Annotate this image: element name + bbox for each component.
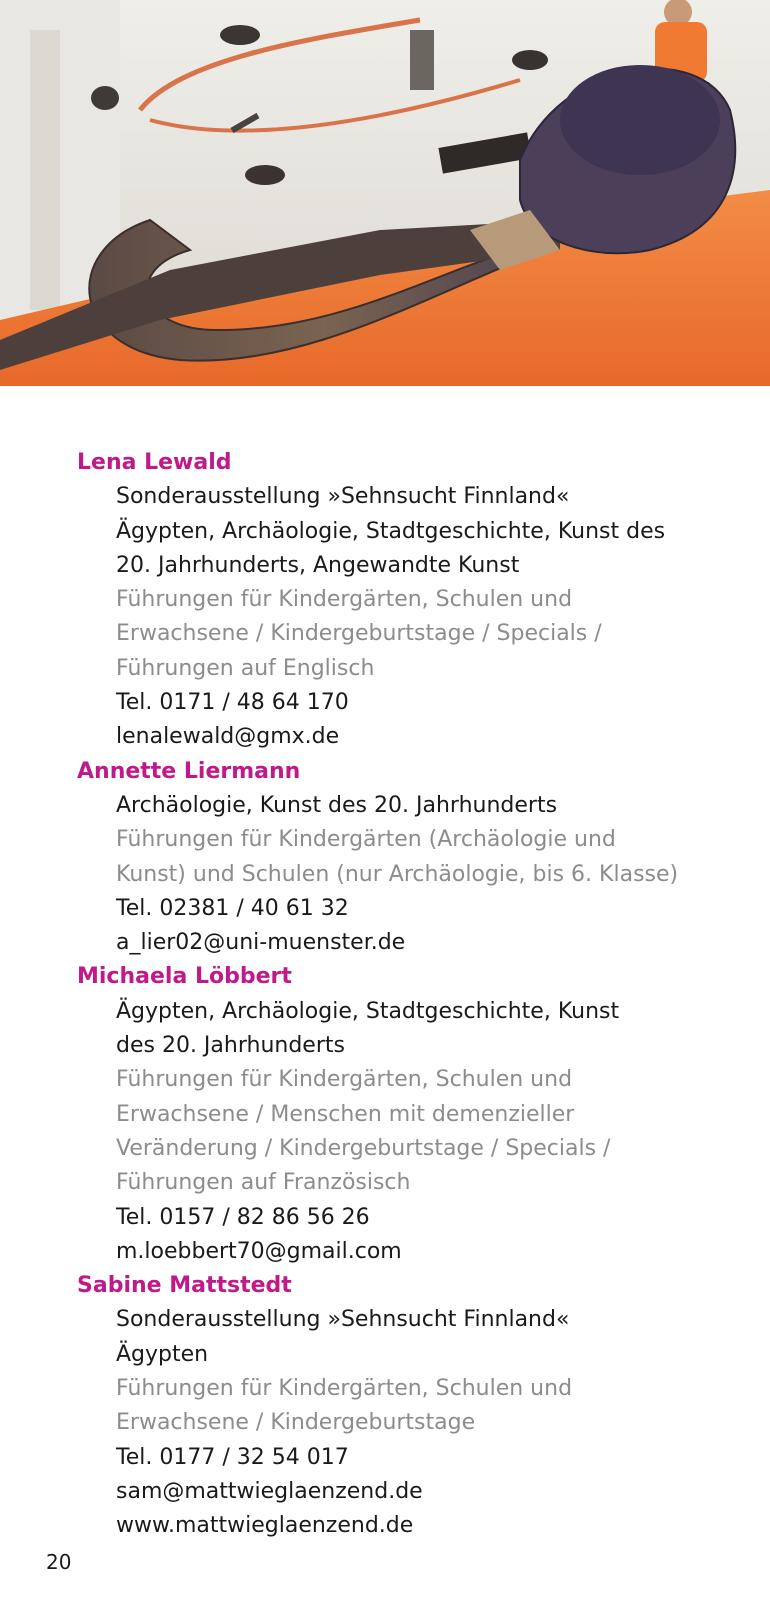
guide-detail: Ägypten, Archäologie, Stadtgeschichte, Kunst xyxy=(116,998,620,1024)
guide-list xyxy=(0,446,770,1544)
guide-phone: Tel. 0171 / 48 64 170 xyxy=(116,690,349,716)
guide-offer: Veränderung / Kindergeburtstage / Specials / xyxy=(116,1135,611,1161)
guide-entry xyxy=(0,446,770,755)
guide-entry xyxy=(0,755,770,961)
guide-offer: Führungen auf Englisch xyxy=(116,655,375,681)
guide-offer: Erwachsene / Kindergeburtstage xyxy=(116,1410,476,1436)
guide-name: Sabine Mattstedt xyxy=(77,1273,292,1299)
guide-detail: Ägypten, Archäologie, Stadtgeschichte, Kunst des xyxy=(116,518,666,544)
guide-offer: Erwachsene / Menschen mit demenzieller xyxy=(116,1101,575,1127)
page-number: 20 xyxy=(46,1550,72,1574)
guide-offer: Führungen für Kindergärten, Schulen und xyxy=(116,1376,573,1402)
guide-entry xyxy=(0,1269,770,1543)
guide-phone: Tel. 02381 / 40 61 32 xyxy=(116,895,349,921)
guide-detail: 20. Jahrhunderts, Angewandte Kunst xyxy=(116,552,520,578)
guide-detail: Ägypten xyxy=(116,1341,209,1367)
guide-website[interactable]: www.mattwieglaenzend.de xyxy=(116,1513,414,1539)
guide-detail: Sonderausstellung »Sehnsucht Finnland« xyxy=(116,1307,570,1333)
guide-offer: Erwachsene / Kindergeburtstage / Specials / xyxy=(116,621,602,647)
guide-name: Lena Lewald xyxy=(77,450,232,475)
guide-email[interactable]: sam@mattwieglaenzend.de xyxy=(116,1478,423,1504)
guide-email[interactable]: m.loebbert70@gmail.com xyxy=(116,1238,402,1264)
guide-entry xyxy=(0,960,770,1269)
guide-name: Michaela Löbbert xyxy=(77,964,292,990)
guide-phone: Tel. 0177 / 32 54 017 xyxy=(116,1444,349,1470)
guide-offer: Kunst) und Schulen (nur Archäologie, bis 6. Klasse) xyxy=(116,861,679,887)
guide-offer: Führungen für Kindergärten, Schulen und xyxy=(116,1067,573,1093)
guide-detail: Sonderausstellung »Sehnsucht Finnland« xyxy=(116,484,570,510)
guide-name: Annette Liermann xyxy=(77,758,301,784)
guide-offer: Führungen für Kindergärten (Archäologie und xyxy=(116,827,616,853)
guide-email[interactable]: lenalewald@gmx.de xyxy=(116,724,340,750)
guide-email[interactable]: a_lier02@uni-muenster.de xyxy=(116,930,406,956)
guide-detail: Archäologie, Kunst des 20. Jahrhunderts xyxy=(116,792,558,818)
guide-phone: Tel. 0157 / 82 86 56 26 xyxy=(116,1204,370,1230)
guide-offer: Führungen für Kindergärten, Schulen und xyxy=(116,587,573,613)
guide-detail: des 20. Jahrhunderts xyxy=(116,1033,345,1059)
mammoth-tusk-photo xyxy=(0,0,770,386)
guide-offer: Führungen auf Französisch xyxy=(116,1170,411,1196)
hero-photo xyxy=(0,0,770,386)
